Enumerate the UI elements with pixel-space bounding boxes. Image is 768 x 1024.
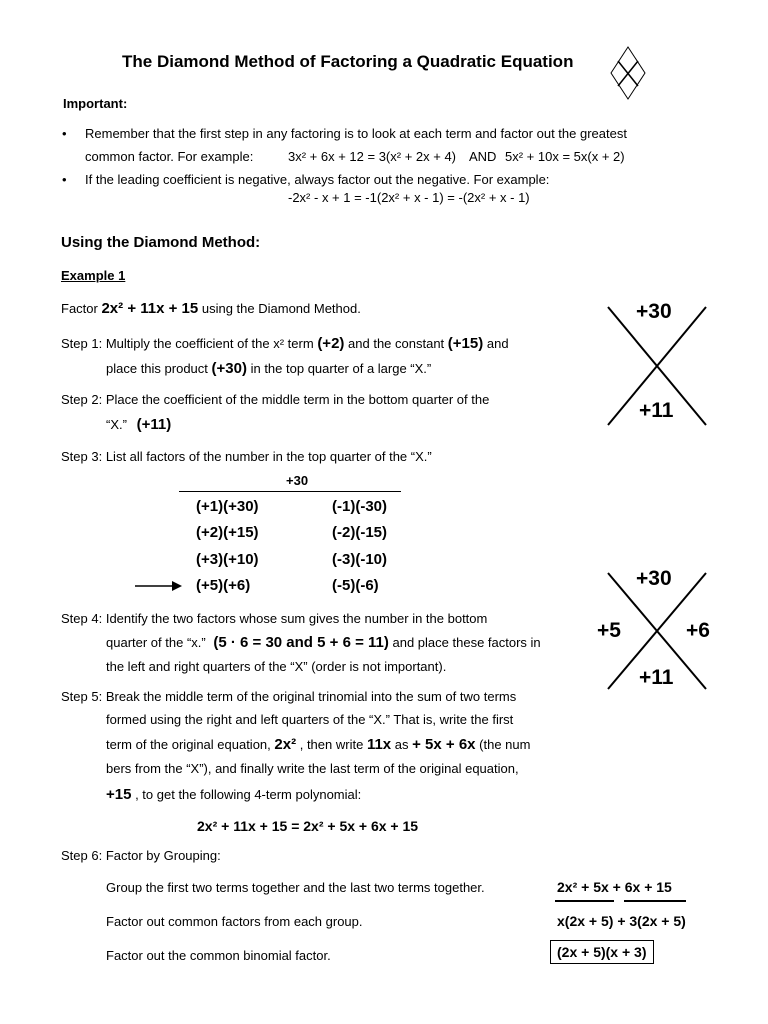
step-5-text-a: term of the original equation, — [106, 737, 271, 752]
step-5-split-terms: + 5x + 6x — [412, 736, 476, 753]
x-diagram-2-right: +6 — [686, 619, 710, 642]
step-5-line-2: formed using the right and left quarters of the “X.” That is, write the first — [106, 712, 514, 727]
factor-pair: (-3)(-10) — [332, 551, 387, 568]
step-5-text-c: , then write — [299, 737, 364, 752]
example-heading: Example 1 — [61, 268, 126, 283]
step-5-line-1 — [61, 689, 516, 704]
group-plus: + — [612, 879, 621, 895]
example-negative: -2x² - x + 1 = -1(2x² + x - 1) = -(2x² + x - 1) — [288, 190, 530, 205]
x-diagram-1-bottom: +11 — [639, 399, 674, 422]
step-1-constant: (+15) — [447, 335, 484, 352]
bullet-1-line-1: Remember that the first step in any factoring is to look at each term and factor out the greatest — [85, 126, 627, 141]
arrow-right-icon — [134, 579, 184, 593]
factor-table-rule — [179, 491, 401, 492]
and-word: AND — [469, 149, 497, 164]
step-1-text-l2c: in the top quarter of a large “X.” — [250, 361, 432, 376]
step-4-text-c: and place these factors in — [392, 635, 541, 650]
step-2-text: Place the coefficient of the middle term in the bottom quarter of the — [105, 392, 490, 407]
x-diagram-1-top: +30 — [636, 300, 672, 323]
step-2-x: “X.” — [106, 417, 127, 432]
step-5-text: Break the middle term of the original trinomial into the sum of two terms — [105, 689, 517, 704]
bullet-2-line-1: If the leading coefficient is negative, always factor out the negative. For example: — [85, 172, 550, 187]
x-diagram-2-left: +5 — [597, 619, 621, 642]
factor-pair: (+2)(+15) — [196, 524, 259, 541]
x-diagram-2-top: +30 — [636, 567, 672, 590]
x-diagram-2-bottom: +11 — [639, 666, 674, 689]
step-3-label: Step 3: — [61, 449, 103, 464]
step-6-line-1 — [61, 848, 221, 863]
step-5-text-l5b: , to get the following 4-term polynomial: — [135, 787, 362, 802]
step-4-text-a: quarter of the “x.” — [106, 635, 206, 650]
step-5-line-4: bers from the “X”), and finally write the last term of the original equation, — [106, 761, 519, 776]
example-gcf-1: 3x² + 6x + 12 = 3(x² + 2x + 4) — [288, 149, 457, 164]
group-1: 2x² + 5x — [557, 879, 609, 895]
final-answer-box — [550, 940, 654, 964]
step-6-label: Step 6: — [61, 848, 103, 863]
group-2: 6x + 15 — [624, 879, 672, 895]
group-1-underline — [555, 900, 614, 902]
step-3-line-1 — [61, 449, 432, 464]
step-2-line-2 — [106, 416, 171, 433]
step-4-line-2 — [106, 634, 541, 651]
factor-expression: 2x² + 11x + 15 — [101, 300, 199, 317]
step-1-text-l2a: place this product — [106, 361, 208, 376]
step-6-row-3-text: Factor out the common binomial factor. — [106, 948, 331, 963]
bullet-1: • — [62, 126, 67, 141]
factor-pair: (-5)(-6) — [332, 577, 379, 594]
example-gcf-2: 5x² + 10x = 5x(x + 2) — [505, 149, 625, 164]
step-2-label: Step 2: — [61, 392, 103, 407]
step-5-label: Step 5: — [61, 689, 103, 704]
step-1-text-a: Multiply the coefficient of the x² term — [105, 336, 314, 351]
step-4-line-3: the left and right quarters of the “X” (order is not important). — [106, 659, 447, 674]
step-1-line-1 — [61, 335, 509, 352]
factor-pair: (-1)(-30) — [332, 498, 387, 515]
step-1-label: Step 1: — [61, 336, 103, 351]
step-2-middle-coef: (+11) — [136, 416, 172, 433]
factor-pair: (-2)(-15) — [332, 524, 387, 541]
step-6-row-2-text: Factor out common factors from each group. — [106, 914, 363, 929]
factor-pair: (+1)(+30) — [196, 498, 259, 515]
step-4-line-1 — [61, 611, 487, 626]
step-5-line-5 — [106, 786, 361, 803]
section-heading: Using the Diamond Method: — [61, 234, 261, 251]
step-5-text-e: as — [394, 737, 409, 752]
step-1-line-2 — [106, 360, 431, 377]
step-4-label: Step 4: — [61, 611, 103, 626]
step-6-row-1-math — [557, 879, 672, 895]
page-title: The Diamond Method of Factoring a Quadratic Equation — [122, 52, 574, 71]
bullet-1-line-2: common factor. For example: — [85, 149, 254, 164]
four-term-equation: 2x² + 11x + 15 = 2x² + 5x + 6x + 15 — [197, 818, 419, 834]
step-5-last-term: +15 — [106, 786, 132, 803]
step-4-text: Identify the two factors whose sum gives the number in the bottom — [105, 611, 488, 626]
factor-pre: Factor — [61, 301, 98, 316]
step-6-title: Factor by Grouping: — [105, 848, 221, 863]
step-5-first-term: 2x² — [274, 736, 297, 753]
diamond-x-icon — [609, 45, 647, 101]
step-2-line-1 — [61, 392, 489, 407]
step-1-text-c: and the constant — [348, 336, 445, 351]
step-4-identification: (5 · 6 = 30 and 5 + 6 = 11) — [213, 634, 389, 651]
step-5-text-g: (the num — [479, 737, 531, 752]
step-5-middle-term: 11x — [366, 736, 392, 753]
step-5-line-3 — [106, 736, 530, 753]
important-heading: Important: — [63, 96, 128, 111]
group-2-underline — [624, 900, 686, 902]
bullet-2: • — [62, 172, 67, 187]
step-1-text-e: and — [486, 336, 509, 351]
factor-pair: (+3)(+10) — [196, 551, 259, 568]
step-1-coef: (+2) — [317, 335, 345, 352]
factor-pair-selected: (+5)(+6) — [196, 577, 251, 594]
step-6-row-1-text: Group the first two terms together and the last two terms together. — [106, 880, 485, 895]
factor-post: using the Diamond Method. — [201, 301, 361, 316]
step-1-product: (+30) — [211, 360, 247, 377]
step-6-row-2-math: x(2x + 5) + 3(2x + 5) — [557, 913, 686, 929]
final-answer: (2x + 5)(x + 3) — [557, 944, 647, 960]
step-3-text: List all factors of the number in the top quarter of the “X.” — [105, 449, 432, 464]
factor-table-header: +30 — [286, 473, 309, 488]
factor-line — [61, 300, 361, 317]
